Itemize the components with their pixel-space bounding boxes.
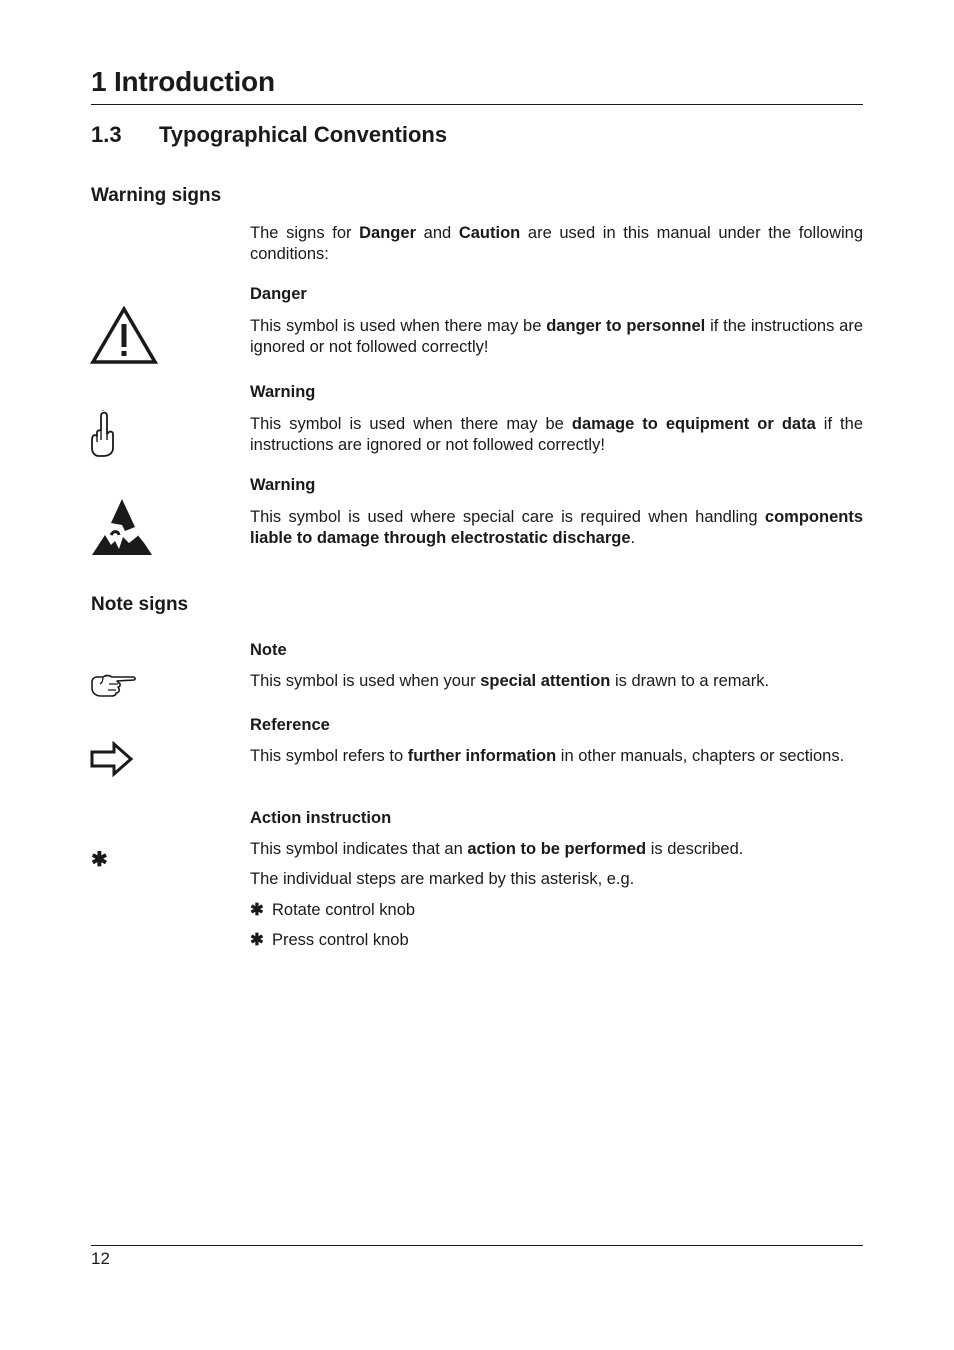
warning-equipment-text: This symbol is used when there may be damage to equipment or data if the instructions are ignored or not followed correctly! [250,415,863,454]
asterisk-icon: ✱ [250,931,264,949]
warning-esd-text: This symbol is used where special care is required when handling components liable to damage through electrostatic discharge. [250,508,863,547]
action-steps-intro: The individual steps are marked by this asterisk, e.g. [250,870,635,888]
danger-title: Danger [250,285,307,303]
note-signs-heading: Note signs [91,594,189,615]
warning-equipment-title: Warning [250,383,316,401]
header-rule [91,104,863,105]
note-title: Note [250,641,287,659]
section-heading [91,122,447,148]
action-title: Action instruction [250,809,392,827]
pointing-hand-icon [89,672,137,698]
warning-esd-title: Warning [250,476,316,494]
note-text: This symbol is used when your special attention is drawn to a remark. [250,672,770,690]
section-title: Typographical Conventions [159,122,448,147]
warning-signs-intro: The signs for Danger and Caution are used in this manual under the following conditions: [250,224,863,263]
danger-text: This symbol is used when there may be danger to personnel if the instructions are ignored or not followed correctly! [250,317,863,356]
esd-warning-icon [89,497,155,557]
reference-title: Reference [250,716,330,734]
chapter-title: 1 Introduction [91,66,275,97]
page-number: 12 [91,1249,110,1268]
asterisk-icon: ✱ [91,849,108,871]
footer-rule [91,1245,863,1246]
action-text: This symbol indicates that an action to be performed is described. [250,840,744,858]
asterisk-icon: ✱ [250,901,264,919]
raised-finger-hand-icon [89,410,119,458]
section-number: 1.3 [91,122,122,147]
reference-text: This symbol refers to further information in other manuals, chapters or sections. [250,747,845,765]
warning-signs-heading: Warning signs [91,185,222,206]
list-item: ✱ Rotate control knob [250,901,416,919]
warning-triangle-icon [90,306,158,365]
list-item: ✱ Press control knob [250,931,409,949]
outline-arrow-icon [89,741,135,777]
